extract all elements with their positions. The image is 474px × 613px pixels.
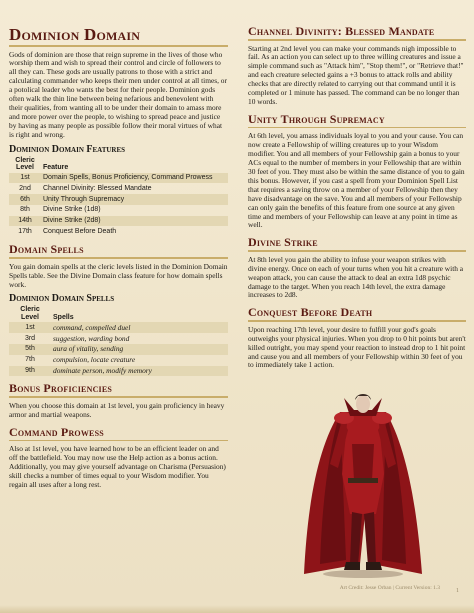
- command-rule: [9, 440, 228, 442]
- features-heading: Dominion Domain Features: [9, 143, 126, 155]
- conquest-text: Upon reaching 17th level, your desire to fulfill your god's goals outweighs your physical injuries. When you drop to 0 hit points but aren't killed outright, you may spend your reaction to instead drop to 1 hit point and cause you and all members of your Fellowship within 30 feet of you to immediately take 1 action.: [248, 324, 466, 370]
- divine-strike-heading: Divine Strike: [248, 235, 318, 250]
- page-number: 1: [456, 588, 459, 594]
- table-row: 8th Divine Strike (1d8): [20, 206, 101, 214]
- page-title: Dominion Domain: [9, 25, 141, 44]
- intro-paragraph: Gods of dominion are those that reign supreme in the lives of those who worship them and wish to spread their control and circle of followers to all they can. These gods are usually patrons to those with a strict and calculating commander who keeps their men under control at all times, or a potolical leader who wants the best for their people. Dominion gods often walk the thin line between being nefarious and benevolent with their qualities, from wanting all to be under their domain to amass more and more power over the people, to wishing to spread peace and justice by having as many people as possible follow their moral virtues of what is right and wrong.: [9, 49, 227, 139]
- spells-table: [9, 306, 228, 376]
- table-row: 3rd suggestion, warding bond: [24, 333, 130, 343]
- channel-divinity-heading: Channel Divinity: Blessed Mandate: [248, 24, 435, 38]
- table-row: 14th Divine Strike (2d8): [9, 216, 228, 227]
- unity-heading: Unity Through Supremacy: [248, 111, 385, 126]
- bonus-proficiencies-heading: Bonus Proficiencies: [9, 381, 113, 396]
- conquest-rule: [248, 320, 466, 322]
- unity-text: At 6th level, you amass individuals loyal to you and your cause. You can now create a Fellowship of willing creatures up to your Wisdom modifier. You and all members of your Fellowship gain a bonus to your ACs equal to the number of members in your Fellowship that are within 30 feet of you. They must also be within the same distance of you to gain this bonus. However, if you cast a spell from your Dominion Spell List that requires a saving throw on a member of your Fellowship then they have disadvantage on the save. You and all members of your Fellowship can only gain the benefits of this feature from one source at any given time and members of your Fellowship can leave at any point in time as well.: [248, 131, 465, 230]
- command-prowess-heading: Command Prowess: [9, 424, 104, 439]
- table-row: 17th Conquest Before Death: [18, 227, 117, 235]
- left-column: [9, 26, 228, 492]
- conquest-heading: Conquest Before Death: [248, 305, 373, 320]
- vampire-lord-illustration: [300, 384, 426, 580]
- table-row: 6th Unity Through Supremacy: [9, 194, 228, 205]
- spells-table-heading: Dominion Domain Spells: [9, 293, 115, 305]
- domain-spells-text: You gain domain spells at the cleric levels listed in the Dominion Domain Spells table. See the Divine Domain class feature for how domain spells work.: [9, 261, 228, 289]
- domain-spells-rule: [9, 257, 228, 259]
- divine-rule: [248, 250, 466, 252]
- features-table: [9, 157, 228, 238]
- art-credit: Art Credit: Jesse Orban | Current Version: 1.3: [339, 585, 440, 591]
- unity-rule: [248, 127, 466, 129]
- bonus-rule: [9, 396, 228, 398]
- table-row: 7th compulsion, locate creature: [25, 355, 136, 365]
- features-col-feature: Feature: [43, 164, 69, 172]
- spells-col-level: Cleric Level: [20, 306, 40, 321]
- domain-spells-heading: Domain Spells: [9, 242, 84, 257]
- table-row: 9th dominate person, modify memory: [9, 366, 228, 377]
- right-column: [248, 25, 466, 372]
- divine-strike-text: At 8th level you gain the ability to infuse your weapon strikes with divine energy. Once on each of your turns when you hit a creature with a weapon attack, you can cause the attack to deal an extra 1d8 psychic damage to the target. When you reach 14th level, the extra damage increases to 2d8.: [248, 254, 464, 300]
- table-row: 1st Domain Spells, Bonus Proficiency, Command Prowess: [9, 173, 228, 184]
- channel-divinity-text: Starting at 2nd level you can make your commands nigh impossible to fail. As an action you can select up to three willing creatures and issue a simple command such as "Attack him", "Stop them!", or "Retrieve that!" and each creature selected gains a +3 bonus to attack rolls and ability checks that are directly related to carrying out that command until it is completed or 1 minute has passed. The command can be no longer than 10 words.: [248, 43, 464, 106]
- bonus-proficiencies-text: When you choose this domain at 1st level, you gain proficiency in heavy armor and martial weapons.: [9, 400, 225, 419]
- table-row: 2nd Channel Divinity: Blessed Mandate: [19, 184, 152, 192]
- footer-bar: [0, 605, 474, 613]
- table-row: 1st command, compelled duel: [9, 322, 228, 333]
- title-rule: [9, 45, 228, 47]
- channel-rule: [248, 39, 466, 41]
- command-prowess-text: Also at 1st level, you have learned how to be an efficient leader on and off the battlefield. You may now use the Help action as a bonus action. Additionally, you may give yourself advantage on Charisma (Persuasion) skill checks a number of times equal to your Wisdom modifier. You regain all uses after a long rest.: [9, 444, 226, 489]
- table-row: 5th aura of vitality, sending: [9, 344, 228, 355]
- spells-col-spells: Spells: [53, 313, 74, 321]
- features-col-level: Cleric Level: [15, 156, 35, 172]
